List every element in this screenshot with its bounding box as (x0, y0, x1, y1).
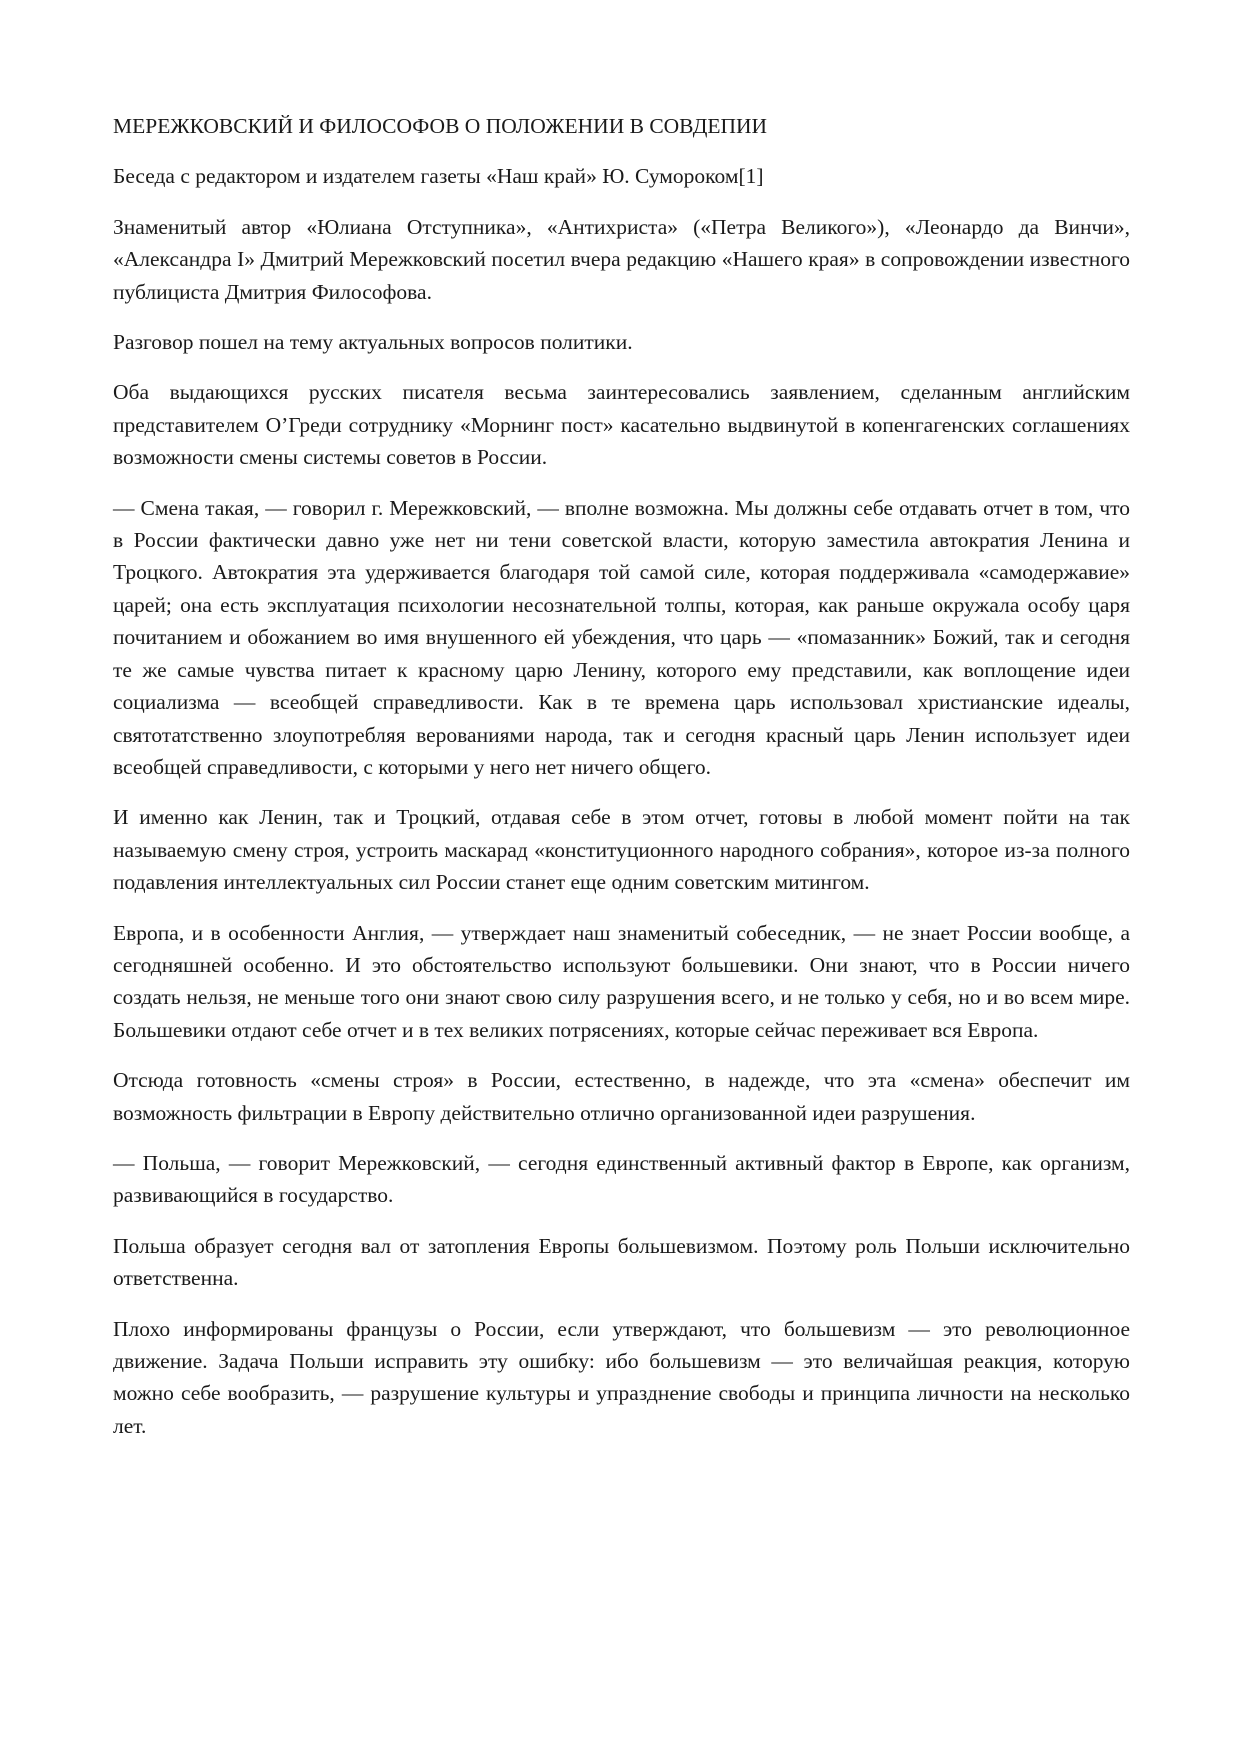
body-paragraph: Европа, и в особенности Англия, — утверждает наш знаменитый собеседник, — не знает России вообще, а сегодняшней особенно. И это обстоятельство используют большевики. Они знают, что в России ничего создать нельзя, не меньше того они знают свою силу разрушения всего, и не только у себя, но и во всем мире. Большевики отдают себе отчет и в тех великих потрясениях, которые сейчас переживает вся Европа. (113, 920, 1130, 1042)
subtitle-paragraph: Беседа с редактором и издателем газеты «Наш край» Ю. Сумороком[1] (113, 164, 764, 189)
document-title: МЕРЕЖКОВСКИЙ И ФИЛОСОФОВ О ПОЛОЖЕНИИ В СОВДЕПИИ (113, 114, 768, 138)
body-paragraph: — Польша, — говорит Мережковский, — сегодня единственный активный фактор в Европе, как организм, развивающийся в государство. (113, 1150, 1130, 1208)
body-paragraph: Оба выдающихся русских писателя весьма заинтересовались заявлением, сделанным английским представителем О’Греди сотруднику «Морнинг пост» касательно выдвинутой в копенгагенских соглашениях возможности смены системы советов в России. (113, 380, 1130, 470)
body-paragraph: Отсюда готовность «смены строя» в России, естественно, в надежде, что эта «смена» обеспечит им возможность фильтрации в Европу действительно отлично организованной идеи разрушения. (113, 1068, 1130, 1125)
body-paragraph: Разговор пошел на тему актуальных вопросов политики. (113, 330, 633, 355)
body-paragraph: Плохо информированы французы о России, если утверждают, что большевизм — это революционное движение. Задача Польши исправить эту ошибку: ибо большевизм — это величайшая реакция, которую можно себе вообразить, — разрушение культуры и упразднение свободы и принципа личности на несколько лет. (113, 1316, 1130, 1438)
body-paragraph: И именно как Ленин, так и Троцкий, отдавая себе в этом отчет, готовы в любой момент пойти на так называемую смену строя, устроить маскарад «конституционного народного собрания», которое из-за полного подавления интеллектуальных сил России станет еще одним советским митингом. (113, 805, 1130, 895)
body-paragraph: Знаменитый автор «Юлиана Отступника», «Антихриста» («Петра Великого»), «Леонардо да Винчи», «Александра I» Дмитрий Мережковский посетил вчера редакцию «Нашего края» в сопровождении известного публициста Дмитрия Философова. (113, 214, 1130, 304)
body-paragraph: — Смена такая, — говорил г. Мережковский, — вполне возможна. Мы должны себе отдавать отчет в том, что в России фактически давно уже нет ни тени советской власти, которую заместила автократия Ленина и Троцкого. Автократия эта удерживается благодаря той самой силе, которая поддерживала «самодержавие» царей; она есть эксплуатация психологии несознательной толпы, которая, как раньше окружала особу царя почитанием и обожанием во имя внушенного ей убеждения, что царь — «помазанник» Божий, так и сегодня те же самые чувства питает к красному царю Ленину, которого ему представили, как воплощение идеи социализма — всеобщей справедливости. Как в те времена царь использовал христианские идеалы, святотатственно злоупотребляя верованиями народа, так и сегодня красный царь Ленин использует идеи всеобщей справедливости, с которыми у него нет ничего общего. (113, 495, 1130, 779)
body-paragraph: Польша образует сегодня вал от затопления Европы большевизмом. Поэтому роль Польши исключительно ответственна. (113, 1233, 1130, 1291)
